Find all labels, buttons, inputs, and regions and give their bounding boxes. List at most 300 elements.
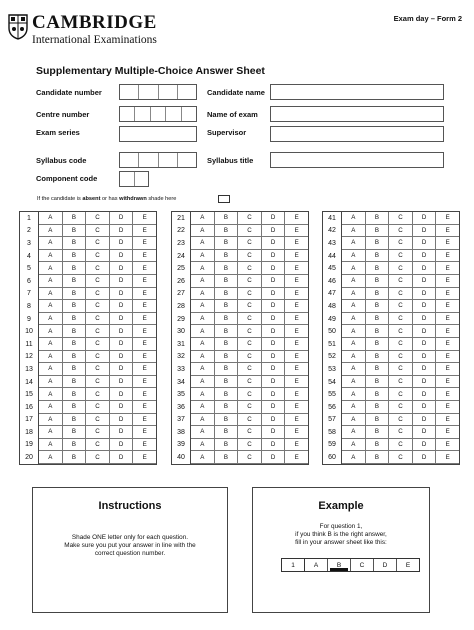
answer-option-c[interactable]: C [86,439,110,452]
answer-option-a[interactable]: A [191,225,215,238]
answer-option-a[interactable]: A [342,212,366,225]
answer-option-d[interactable]: D [413,388,437,401]
answer-option-a[interactable]: A [342,376,366,389]
answer-option-c[interactable]: C [86,388,110,401]
answer-option-b[interactable]: B [366,212,390,225]
absent-checkbox[interactable] [218,195,230,203]
answer-option-e[interactable]: E [133,439,156,452]
answer-option-d[interactable]: D [262,288,286,301]
answer-option-d[interactable]: D [110,401,134,414]
answer-option-e[interactable]: E [133,338,156,351]
answer-option-c[interactable]: C [86,426,110,439]
answer-option-d[interactable]: D [262,363,286,376]
answer-option-a[interactable]: A [191,388,215,401]
answer-option-c[interactable]: C [238,439,262,452]
answer-option-d[interactable]: D [110,275,134,288]
answer-option-a[interactable]: A [342,262,366,275]
answer-option-a[interactable]: A [39,401,63,414]
answer-option-e[interactable]: E [436,313,459,326]
answer-option-b[interactable]: B [215,212,239,225]
answer-option-c[interactable]: C [389,313,413,326]
answer-option-a[interactable]: A [191,439,215,452]
candidate-number-field[interactable] [119,84,197,100]
answer-option-e[interactable]: E [436,426,459,439]
answer-option-e[interactable]: E [133,275,156,288]
answer-option-c[interactable]: C [389,426,413,439]
answer-option-e[interactable]: E [436,363,459,376]
answer-option-e[interactable]: E [285,212,308,225]
answer-option-a[interactable]: A [191,212,215,225]
answer-option-d[interactable]: D [262,414,286,427]
answer-option-c[interactable]: C [389,376,413,389]
answer-option-e[interactable]: E [285,237,308,250]
answer-option-c[interactable]: C [238,414,262,427]
answer-option-e[interactable]: E [436,250,459,263]
answer-option-d[interactable]: D [262,225,286,238]
answer-option-a[interactable]: A [39,439,63,452]
answer-option-a[interactable]: A [39,351,63,364]
answer-option-d[interactable]: D [110,376,134,389]
answer-option-b[interactable]: B [63,376,87,389]
answer-option-b[interactable]: B [366,439,390,452]
answer-option-b[interactable]: B [366,401,390,414]
answer-option-e[interactable]: E [285,288,308,301]
answer-option-e[interactable]: E [133,262,156,275]
answer-option-c[interactable]: C [238,351,262,364]
answer-option-a[interactable]: A [342,225,366,238]
answer-option-a[interactable]: A [191,351,215,364]
answer-option-e[interactable]: E [436,376,459,389]
answer-option-b[interactable]: B [215,313,239,326]
answer-option-b[interactable]: B [215,338,239,351]
answer-option-a[interactable]: A [191,376,215,389]
answer-option-c[interactable]: C [389,414,413,427]
answer-option-d[interactable]: D [262,388,286,401]
answer-option-b[interactable]: B [63,250,87,263]
answer-option-a[interactable]: A [39,288,63,301]
answer-option-b[interactable]: B [215,363,239,376]
answer-option-a[interactable]: A [39,262,63,275]
answer-option-a[interactable]: A [191,262,215,275]
answer-option-a[interactable]: A [191,237,215,250]
answer-option-c[interactable]: C [389,388,413,401]
answer-option-c[interactable]: C [238,388,262,401]
answer-option-e[interactable]: E [436,338,459,351]
answer-option-e[interactable]: E [285,376,308,389]
answer-option-a[interactable]: A [39,338,63,351]
answer-option-b[interactable]: B [366,376,390,389]
answer-option-a[interactable]: A [39,376,63,389]
answer-option-e[interactable]: E [436,212,459,225]
answer-option-e[interactable]: E [133,414,156,427]
answer-option-d[interactable]: D [413,363,437,376]
answer-option-e[interactable]: E [436,325,459,338]
answer-option-b[interactable]: B [63,275,87,288]
answer-option-d[interactable]: D [110,338,134,351]
answer-option-b[interactable]: B [63,451,87,464]
answer-option-e[interactable]: E [133,363,156,376]
answer-option-d[interactable]: D [413,212,437,225]
answer-option-b[interactable]: B [366,237,390,250]
answer-option-c[interactable]: C [86,313,110,326]
answer-option-c[interactable]: C [238,363,262,376]
answer-option-c[interactable]: C [389,351,413,364]
answer-option-b[interactable]: B [63,325,87,338]
answer-option-d[interactable]: D [413,451,437,464]
answer-option-a[interactable]: A [342,414,366,427]
answer-option-a[interactable]: A [39,363,63,376]
answer-option-b[interactable]: B [63,363,87,376]
answer-option-b[interactable]: B [63,262,87,275]
answer-option-d[interactable]: D [262,439,286,452]
answer-option-b[interactable]: B [366,451,390,464]
answer-option-c[interactable]: C [86,338,110,351]
component-code-field[interactable] [119,171,149,187]
answer-option-c[interactable]: C [389,451,413,464]
answer-option-d[interactable]: D [262,451,286,464]
answer-option-b[interactable]: B [63,351,87,364]
answer-option-b[interactable]: B [215,237,239,250]
answer-option-d[interactable]: D [262,300,286,313]
answer-option-a[interactable]: A [39,451,63,464]
answer-option-c[interactable]: C [389,225,413,238]
answer-option-e[interactable]: E [285,451,308,464]
answer-option-c[interactable]: C [86,351,110,364]
answer-option-b[interactable]: B [63,338,87,351]
answer-option-a[interactable]: A [191,451,215,464]
answer-option-e[interactable]: E [285,300,308,313]
answer-option-d[interactable]: D [262,426,286,439]
answer-option-e[interactable]: E [436,451,459,464]
answer-option-c[interactable]: C [86,300,110,313]
answer-option-c[interactable]: C [86,414,110,427]
answer-option-a[interactable]: A [342,325,366,338]
answer-option-d[interactable]: D [262,313,286,326]
answer-option-c[interactable]: C [86,237,110,250]
answer-option-b[interactable]: B [63,388,87,401]
answer-option-b[interactable]: B [63,313,87,326]
answer-option-b[interactable]: B [366,426,390,439]
answer-option-e[interactable]: E [285,388,308,401]
answer-option-d[interactable]: D [413,401,437,414]
answer-option-e[interactable]: E [285,401,308,414]
answer-option-b[interactable]: B [366,325,390,338]
answer-option-d[interactable]: D [413,250,437,263]
answer-option-c[interactable]: C [238,451,262,464]
answer-option-e[interactable]: E [285,225,308,238]
answer-option-a[interactable]: A [39,325,63,338]
answer-option-b[interactable]: B [215,275,239,288]
exam-series-field[interactable] [119,126,197,142]
answer-option-d[interactable]: D [262,376,286,389]
answer-option-c[interactable]: C [389,237,413,250]
answer-option-e[interactable]: E [133,401,156,414]
answer-option-b[interactable]: B [63,401,87,414]
answer-option-d[interactable]: D [413,225,437,238]
answer-option-d[interactable]: D [110,363,134,376]
answer-option-e[interactable]: E [133,300,156,313]
answer-option-d[interactable]: D [110,388,134,401]
answer-option-d[interactable]: D [262,250,286,263]
answer-option-b[interactable]: B [366,288,390,301]
answer-option-c[interactable]: C [238,401,262,414]
answer-option-c[interactable]: C [238,300,262,313]
answer-option-a[interactable]: A [39,275,63,288]
answer-option-b[interactable]: B [215,426,239,439]
answer-option-b[interactable]: B [215,401,239,414]
answer-option-e[interactable]: E [436,225,459,238]
answer-option-b[interactable]: B [215,325,239,338]
answer-option-a[interactable]: A [342,237,366,250]
answer-option-c[interactable]: C [389,363,413,376]
answer-option-c[interactable]: C [389,300,413,313]
answer-option-a[interactable]: A [191,250,215,263]
answer-option-c[interactable]: C [389,275,413,288]
answer-option-a[interactable]: A [39,388,63,401]
answer-option-e[interactable]: E [285,250,308,263]
answer-option-b[interactable]: B [366,414,390,427]
answer-option-b[interactable]: B [63,426,87,439]
answer-option-b[interactable]: B [215,351,239,364]
answer-option-c[interactable]: C [238,262,262,275]
answer-option-b[interactable]: B [215,451,239,464]
answer-option-c[interactable]: C [238,313,262,326]
answer-option-d[interactable]: D [262,237,286,250]
answer-option-b[interactable]: B [215,250,239,263]
answer-option-b[interactable]: B [366,262,390,275]
answer-option-d[interactable]: D [110,426,134,439]
answer-option-e[interactable]: E [133,426,156,439]
answer-option-e[interactable]: E [133,451,156,464]
answer-option-a[interactable]: A [342,300,366,313]
answer-option-c[interactable]: C [86,225,110,238]
answer-option-b[interactable]: B [366,338,390,351]
answer-option-d[interactable]: D [413,414,437,427]
answer-option-c[interactable]: C [86,451,110,464]
answer-option-c[interactable]: C [238,275,262,288]
answer-option-b[interactable]: B [63,439,87,452]
answer-option-a[interactable]: A [342,338,366,351]
answer-option-b[interactable]: B [366,300,390,313]
answer-option-d[interactable]: D [413,376,437,389]
answer-option-a[interactable]: A [39,300,63,313]
answer-option-a[interactable]: A [342,250,366,263]
answer-option-a[interactable]: A [191,300,215,313]
answer-option-b[interactable]: B [63,225,87,238]
answer-option-a[interactable]: A [191,338,215,351]
answer-option-e[interactable]: E [436,275,459,288]
answer-option-e[interactable]: E [436,351,459,364]
answer-option-b[interactable]: B [366,225,390,238]
answer-option-d[interactable]: D [262,338,286,351]
answer-option-d[interactable]: D [413,237,437,250]
answer-option-a[interactable]: A [191,275,215,288]
answer-option-b[interactable]: B [63,288,87,301]
answer-option-e[interactable]: E [133,212,156,225]
answer-option-c[interactable]: C [238,325,262,338]
answer-option-c[interactable]: C [86,212,110,225]
answer-option-e[interactable]: E [133,376,156,389]
answer-option-e[interactable]: E [133,250,156,263]
answer-option-a[interactable]: A [39,313,63,326]
answer-option-a[interactable]: A [191,401,215,414]
answer-option-d[interactable]: D [262,275,286,288]
answer-option-c[interactable]: C [238,250,262,263]
answer-option-e[interactable]: E [436,237,459,250]
answer-option-c[interactable]: C [86,250,110,263]
answer-option-d[interactable]: D [413,338,437,351]
answer-option-a[interactable]: A [342,288,366,301]
answer-option-c[interactable]: C [86,376,110,389]
answer-option-e[interactable]: E [285,338,308,351]
answer-option-e[interactable]: E [133,388,156,401]
answer-option-d[interactable]: D [110,451,134,464]
answer-option-c[interactable]: C [389,212,413,225]
answer-option-c[interactable]: C [389,262,413,275]
answer-option-d[interactable]: D [110,212,134,225]
answer-option-c[interactable]: C [238,376,262,389]
answer-option-d[interactable]: D [262,325,286,338]
answer-option-c[interactable]: C [86,325,110,338]
answer-option-e[interactable]: E [133,313,156,326]
answer-option-d[interactable]: D [413,325,437,338]
answer-option-d[interactable]: D [262,401,286,414]
answer-option-e[interactable]: E [285,262,308,275]
answer-option-d[interactable]: D [413,313,437,326]
answer-option-e[interactable]: E [285,351,308,364]
answer-option-e[interactable]: E [133,288,156,301]
answer-option-d[interactable]: D [413,262,437,275]
answer-option-a[interactable]: A [39,212,63,225]
answer-option-b[interactable]: B [215,288,239,301]
answer-option-d[interactable]: D [262,262,286,275]
answer-option-e[interactable]: E [436,300,459,313]
answer-option-e[interactable]: E [285,426,308,439]
answer-option-b[interactable]: B [63,237,87,250]
answer-option-c[interactable]: C [86,288,110,301]
answer-option-e[interactable]: E [436,288,459,301]
answer-option-e[interactable]: E [133,237,156,250]
answer-option-c[interactable]: C [86,262,110,275]
answer-option-a[interactable]: A [191,414,215,427]
answer-option-c[interactable]: C [238,212,262,225]
answer-option-d[interactable]: D [110,313,134,326]
answer-option-e[interactable]: E [285,313,308,326]
answer-option-c[interactable]: C [86,363,110,376]
answer-option-d[interactable]: D [110,288,134,301]
answer-option-c[interactable]: C [389,439,413,452]
answer-option-d[interactable]: D [110,300,134,313]
answer-option-b[interactable]: B [215,300,239,313]
answer-option-e[interactable]: E [436,388,459,401]
answer-option-d[interactable]: D [262,212,286,225]
answer-option-a[interactable]: A [342,388,366,401]
answer-option-b[interactable]: B [366,250,390,263]
answer-option-b[interactable]: B [366,275,390,288]
answer-option-a[interactable]: A [39,250,63,263]
answer-option-e[interactable]: E [133,351,156,364]
answer-option-e[interactable]: E [133,325,156,338]
answer-option-d[interactable]: D [413,351,437,364]
answer-option-b[interactable]: B [63,414,87,427]
answer-option-c[interactable]: C [238,225,262,238]
answer-option-b[interactable]: B [215,414,239,427]
answer-option-d[interactable]: D [413,288,437,301]
answer-option-e[interactable]: E [285,439,308,452]
answer-option-a[interactable]: A [191,325,215,338]
answer-option-b[interactable]: B [366,363,390,376]
answer-option-d[interactable]: D [110,225,134,238]
syllabus-title-field[interactable] [270,152,444,168]
answer-option-d[interactable]: D [110,351,134,364]
answer-option-d[interactable]: D [110,439,134,452]
answer-option-e[interactable]: E [436,401,459,414]
answer-option-c[interactable]: C [238,426,262,439]
answer-option-c[interactable]: C [238,237,262,250]
answer-option-c[interactable]: C [389,250,413,263]
name-of-exam-field[interactable] [270,106,444,122]
answer-option-c[interactable]: C [86,401,110,414]
answer-option-a[interactable]: A [191,426,215,439]
answer-option-d[interactable]: D [110,414,134,427]
answer-option-b[interactable]: B [215,439,239,452]
answer-option-c[interactable]: C [238,338,262,351]
answer-option-d[interactable]: D [413,439,437,452]
answer-option-a[interactable]: A [39,225,63,238]
answer-option-b[interactable]: B [366,313,390,326]
answer-option-c[interactable]: C [389,401,413,414]
answer-option-b[interactable]: B [63,212,87,225]
answer-option-a[interactable]: A [191,288,215,301]
answer-option-d[interactable]: D [110,250,134,263]
answer-option-c[interactable]: C [389,288,413,301]
answer-option-a[interactable]: A [342,275,366,288]
candidate-name-field[interactable] [270,84,444,100]
answer-option-c[interactable]: C [86,275,110,288]
answer-option-c[interactable]: C [389,338,413,351]
answer-option-a[interactable]: A [39,414,63,427]
answer-option-e[interactable]: E [285,275,308,288]
answer-option-b[interactable]: B [366,388,390,401]
answer-option-d[interactable]: D [110,325,134,338]
answer-option-c[interactable]: C [238,288,262,301]
answer-option-b[interactable]: B [366,351,390,364]
answer-option-b[interactable]: B [215,225,239,238]
answer-option-e[interactable]: E [285,325,308,338]
answer-option-a[interactable]: A [342,439,366,452]
answer-option-d[interactable]: D [110,262,134,275]
answer-option-e[interactable]: E [436,262,459,275]
answer-option-d[interactable]: D [110,237,134,250]
answer-option-a[interactable]: A [191,363,215,376]
answer-option-a[interactable]: A [342,351,366,364]
answer-option-b[interactable]: B [215,262,239,275]
answer-option-e[interactable]: E [285,363,308,376]
supervisor-field[interactable] [270,126,444,142]
answer-option-b[interactable]: B [63,300,87,313]
answer-option-d[interactable]: D [413,275,437,288]
answer-option-e[interactable]: E [436,439,459,452]
syllabus-code-field[interactable] [119,152,197,168]
answer-option-a[interactable]: A [342,363,366,376]
answer-option-a[interactable]: A [342,313,366,326]
answer-option-b[interactable]: B [215,388,239,401]
answer-option-a[interactable]: A [39,426,63,439]
centre-number-field[interactable] [119,106,197,122]
answer-option-a[interactable]: A [342,401,366,414]
answer-option-d[interactable]: D [413,426,437,439]
answer-option-e[interactable]: E [436,414,459,427]
